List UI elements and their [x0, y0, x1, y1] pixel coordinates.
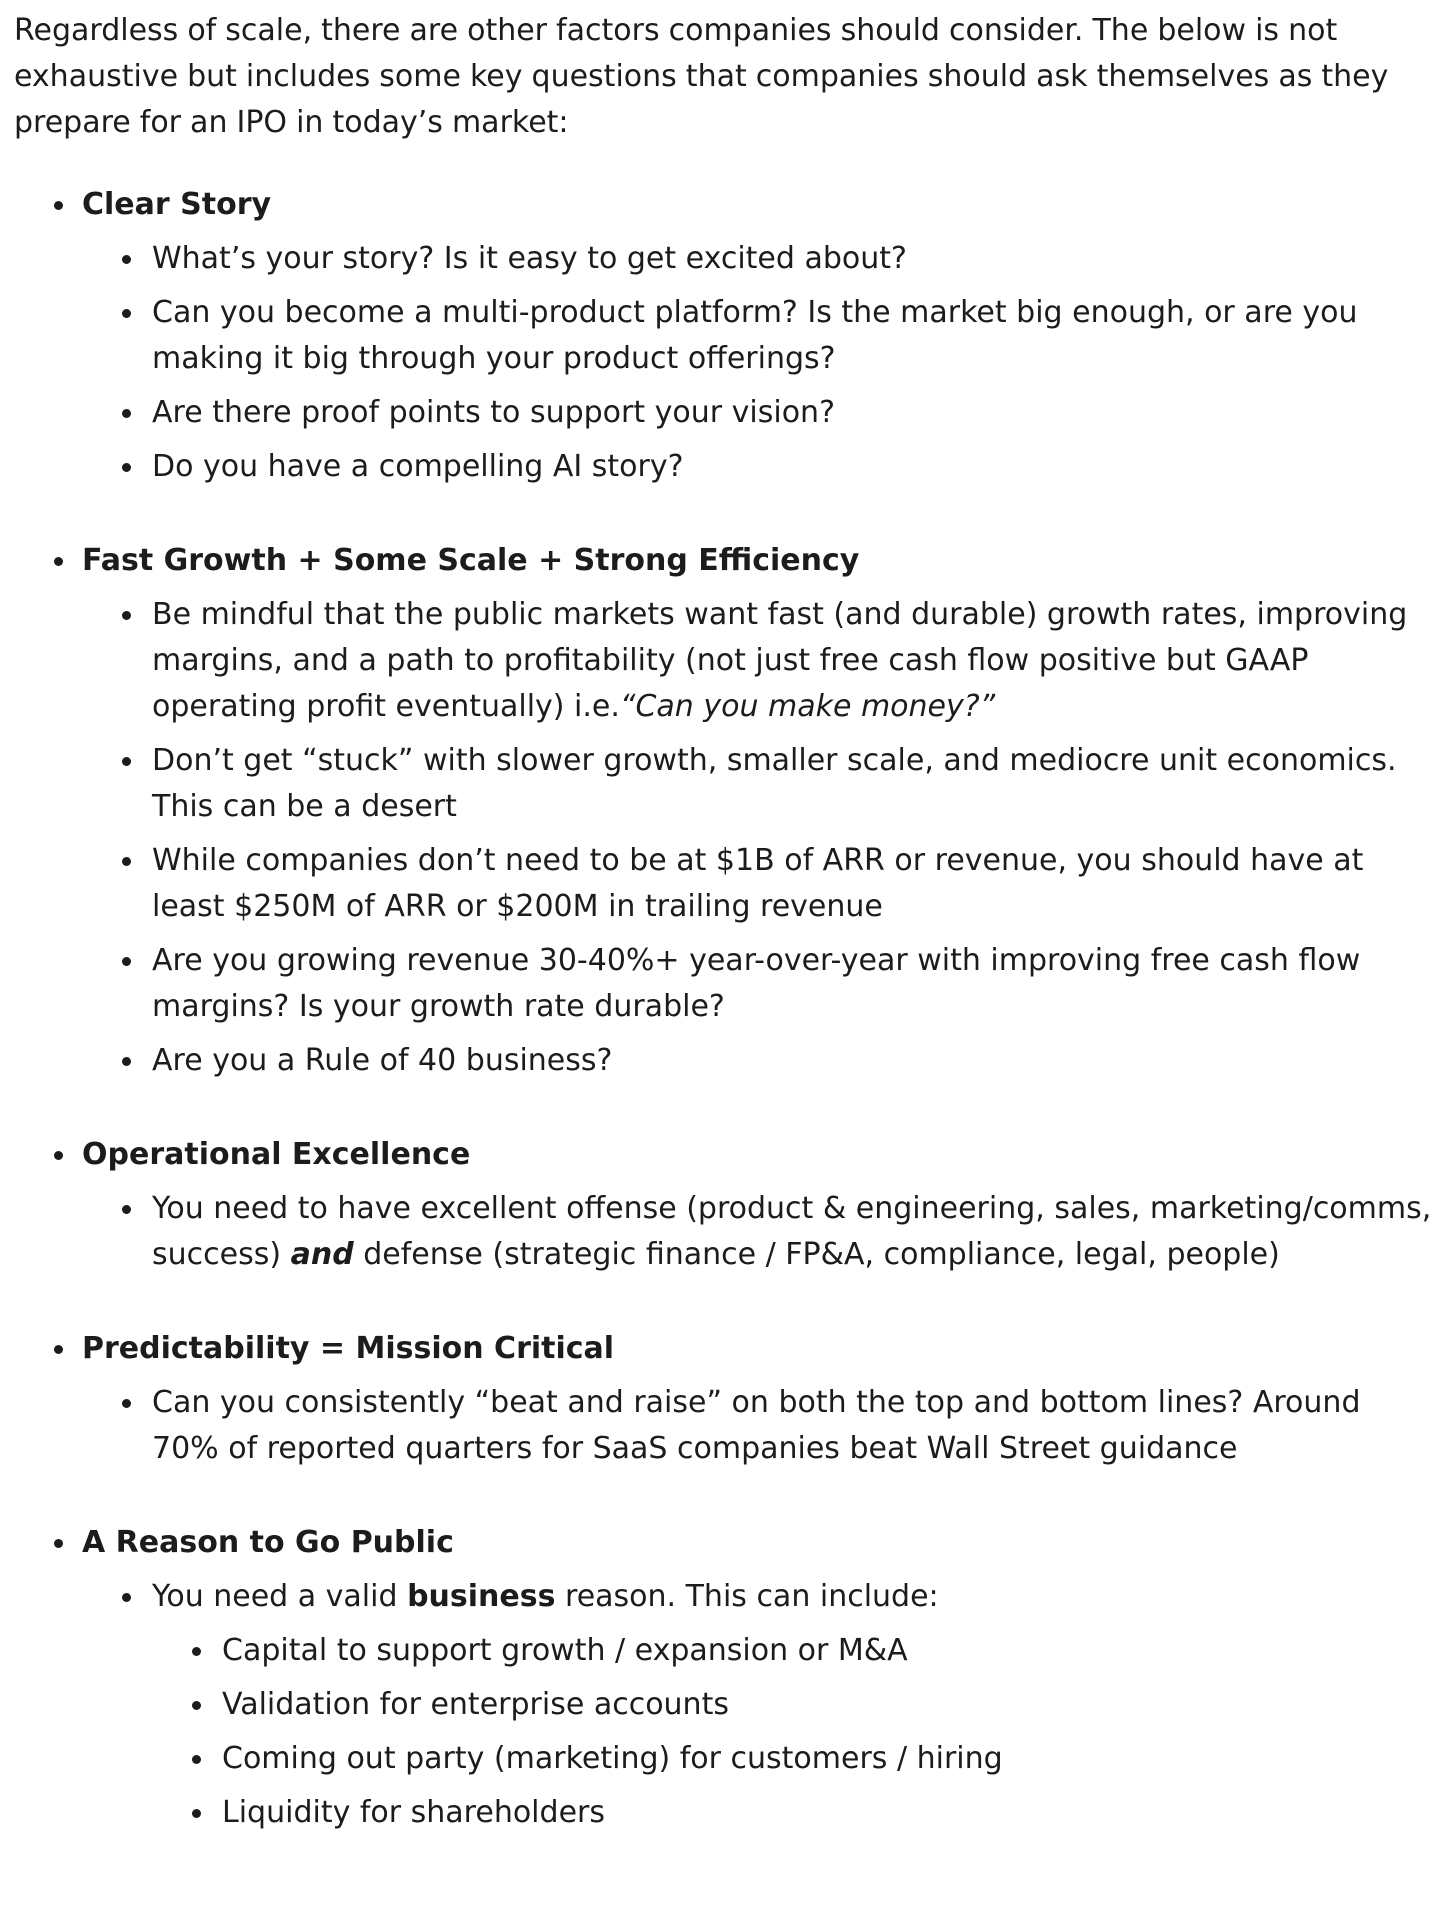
sub-list-item: Liquidity for shareholders: [152, 1790, 1434, 1836]
list-item: Are there proof points to support your vision?: [82, 390, 1434, 436]
sub-list-item: Coming out party (marketing) for customers / hiring: [152, 1736, 1434, 1782]
section-items: [82, 236, 1434, 490]
section-items: [82, 1186, 1434, 1278]
list-item: While companies don’t need to be at $1B of ARR or revenue, you should have at least $250M of ARR or $200M in trailing revenue: [82, 838, 1434, 930]
section-title: Predictability = Mission Critical: [82, 1331, 615, 1366]
section-title: Operational Excellence: [82, 1137, 471, 1172]
list-item: What’s your story? Is it easy to get excited about?: [82, 236, 1434, 282]
list-item-text: You need to have excellent offense (product & engineering, sales, marketing/comms, success): [152, 1191, 1432, 1272]
list-item-text: Be mindful that the public markets want fast (and durable) growth rates, improving margins, and a path to profitability (not just free cash flow positive but GAAP operating profit eventually) i.e.: [152, 597, 1408, 724]
list-item: Can you consistently “beat and raise” on both the top and bottom lines? Around 70% of reported quarters for SaaS companies beat Wall Street guidance: [82, 1380, 1434, 1472]
section-items: [82, 592, 1434, 1084]
list-item: Can you become a multi-product platform? Is the market big enough, or are you making it big through your product offerings?: [82, 290, 1434, 382]
list-item: Don’t get “stuck” with slower growth, smaller scale, and mediocre unit economics. This can be a desert: [82, 738, 1434, 830]
emphasis-text: business: [407, 1579, 556, 1614]
section-items: [82, 1574, 1434, 1836]
section-title: Fast Growth + Some Scale + Strong Efficiency: [82, 543, 860, 578]
list-item: Do you have a compelling AI story?: [82, 444, 1434, 490]
section-operational-excellence: [14, 1132, 1434, 1278]
list-item: [82, 1574, 1434, 1836]
list-item-text: reason. This can include:: [565, 1579, 939, 1614]
list-item: Are you growing revenue 30-40%+ year-over-year with improving free cash flow margins? Is your growth rate durable?: [82, 938, 1434, 1030]
section-reason-to-go-public: [14, 1520, 1434, 1836]
list-item: Are you a Rule of 40 business?: [82, 1038, 1434, 1084]
section-clear-story: [14, 182, 1434, 490]
section-items: [82, 1380, 1434, 1472]
emphasis-text: and: [290, 1237, 354, 1272]
list-item-text: defense (strategic finance / FP&A, compliance, legal, people): [363, 1237, 1280, 1272]
sub-list-item: Validation for enterprise accounts: [152, 1682, 1434, 1728]
section-predictability: [14, 1326, 1434, 1472]
factors-list: [14, 182, 1434, 1836]
section-title: A Reason to Go Public: [82, 1525, 454, 1560]
sub-items: [152, 1628, 1434, 1836]
emphasis-text: “Can you make money?”: [619, 689, 996, 724]
section-fast-growth: [14, 538, 1434, 1084]
list-item: [82, 592, 1434, 730]
sub-list-item: Capital to support growth / expansion or M&A: [152, 1628, 1434, 1674]
intro-paragraph: Regardless of scale, there are other factors companies should consider. The below is not exhaustive but includes some key questions that companies should ask themselves as they prepare for an IPO in today’s market:: [14, 13, 1389, 140]
list-item: [82, 1186, 1434, 1278]
section-title: Clear Story: [82, 187, 272, 222]
list-item-text: You need a valid: [152, 1579, 398, 1614]
